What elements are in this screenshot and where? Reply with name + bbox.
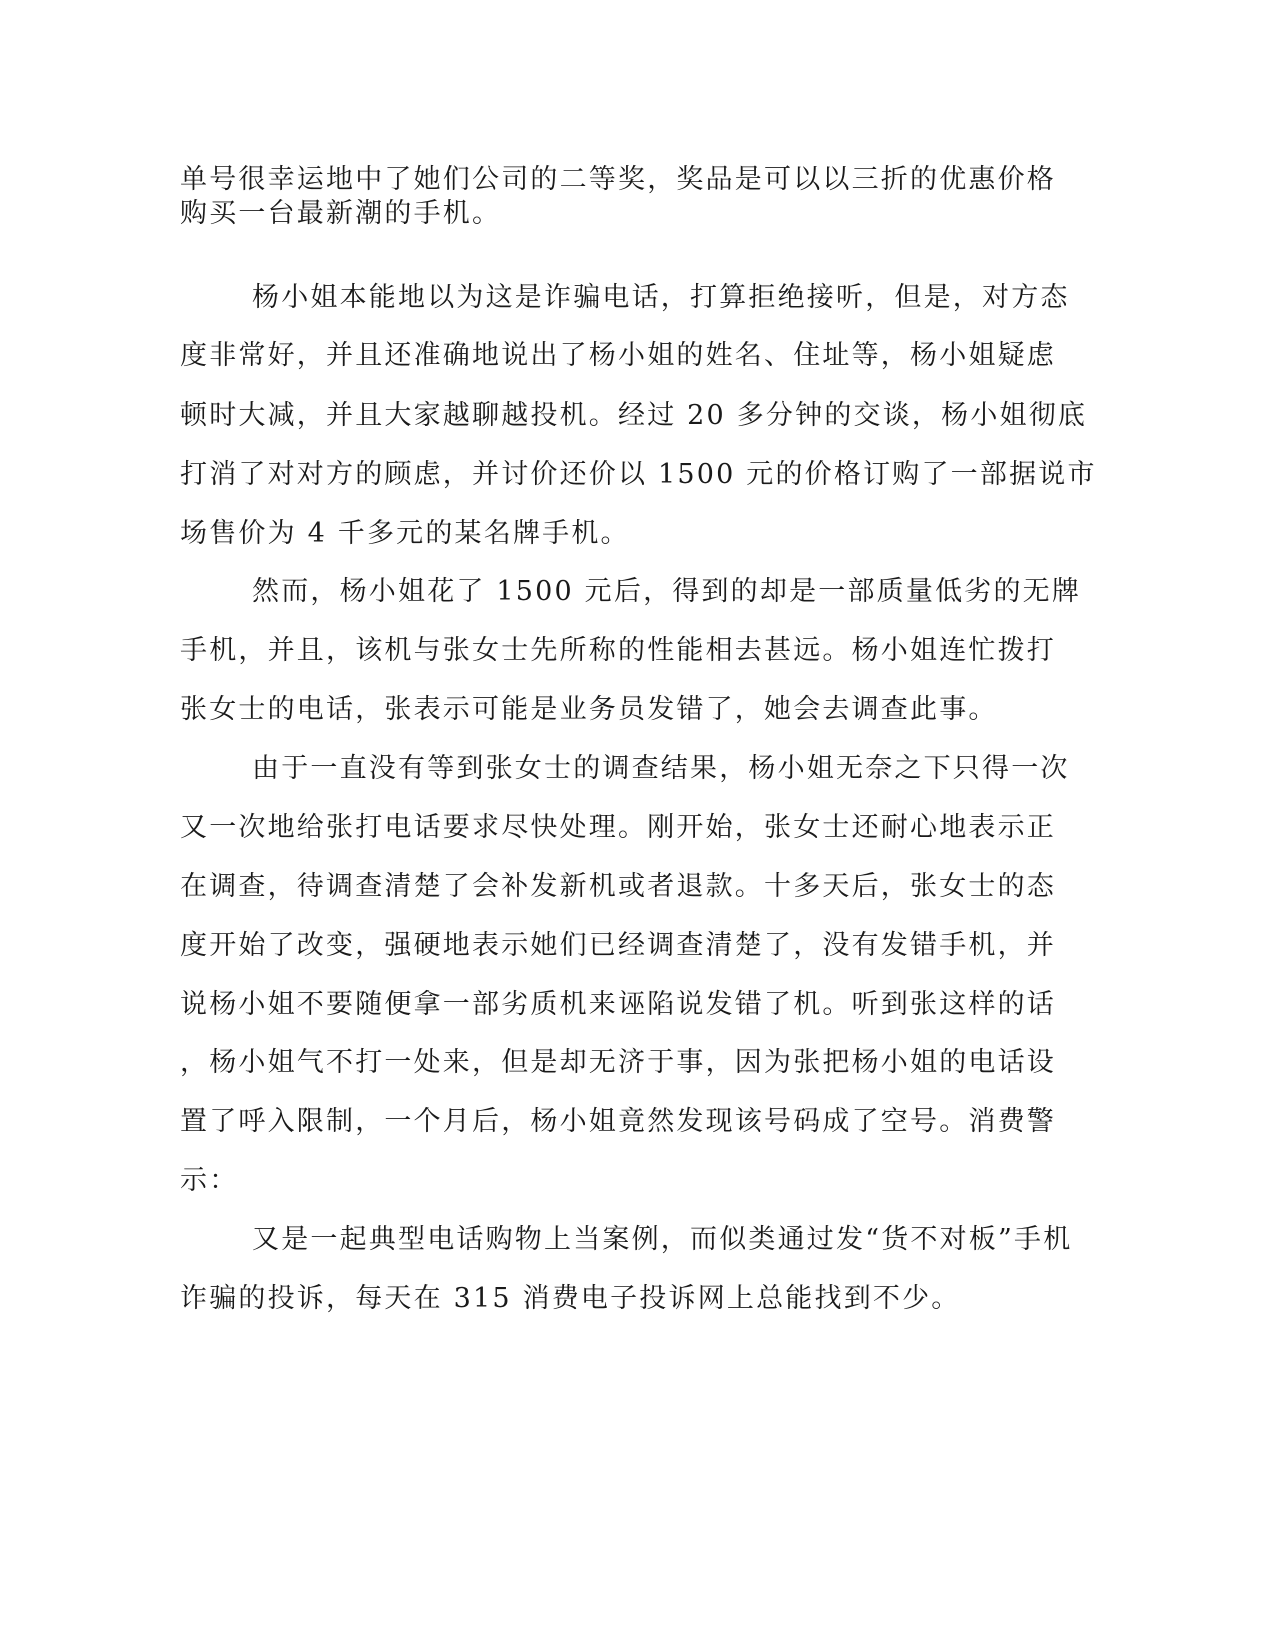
- text-line-5: 顿时大减，并且大家越聊越投机。经过 20 多分钟的交谈，杨小姐彻底: [180, 400, 1088, 431]
- text-line-7: 场售价为 4 千多元的某名牌手机。: [180, 518, 630, 549]
- text-line-9: 手机，并且，该机与张女士先所称的性能相去甚远。杨小姐连忙拨打: [180, 635, 1056, 666]
- text-line-16: ，杨小姐气不打一处来，但是却无济于事，因为张把杨小姐的电话设: [180, 1047, 1056, 1078]
- text-line-4: 度非常好，并且还准确地说出了杨小姐的姓名、住址等，杨小姐疑虑: [180, 340, 1056, 371]
- text-line-11: 由于一直没有等到张女士的调查结果，杨小姐无奈之下只得一次: [252, 753, 1070, 784]
- text-line-20: 诈骗的投诉，每天在 315 消费电子投诉网上总能找到不少。: [180, 1283, 961, 1314]
- text-line-2: 购买一台最新潮的手机。: [180, 198, 502, 229]
- text-line-19: 又是一起典型电话购物上当案例，而似类通过发“货不对板”手机: [252, 1224, 1073, 1255]
- text-line-17: 置了呼入限制，一个月后，杨小姐竟然发现该号码成了空号。消费警: [180, 1106, 1056, 1137]
- text-line-13: 在调查，待调查清楚了会补发新机或者退款。十多天后，张女士的态: [180, 871, 1056, 902]
- text-line-14: 度开始了改变，强硬地表示她们已经调查清楚了，没有发错手机，并: [180, 930, 1056, 961]
- text-line-3: 杨小姐本能地以为这是诈骗电话，打算拒绝接听，但是，对方态: [252, 282, 1070, 313]
- text-line-6: 打消了对对方的顾虑，并讨价还价以 1500 元的价格订购了一部据说市: [180, 459, 1097, 490]
- text-line-1: 单号很幸运地中了她们公司的二等奖，奖品是可以以三折的优惠价格: [180, 164, 1056, 195]
- text-line-15: 说杨小姐不要随便拿一部劣质机来诬陷说发错了机。听到张这样的话: [180, 989, 1056, 1020]
- text-line-8: 然而，杨小姐花了 1500 元后，得到的却是一部质量低劣的无牌: [252, 576, 1082, 607]
- text-line-10: 张女士的电话，张表示可能是业务员发错了，她会去调查此事。: [180, 694, 998, 725]
- text-line-18: 示：: [180, 1165, 239, 1196]
- text-line-12: 又一次地给张打电话要求尽快处理。刚开始，张女士还耐心地表示正: [180, 812, 1056, 843]
